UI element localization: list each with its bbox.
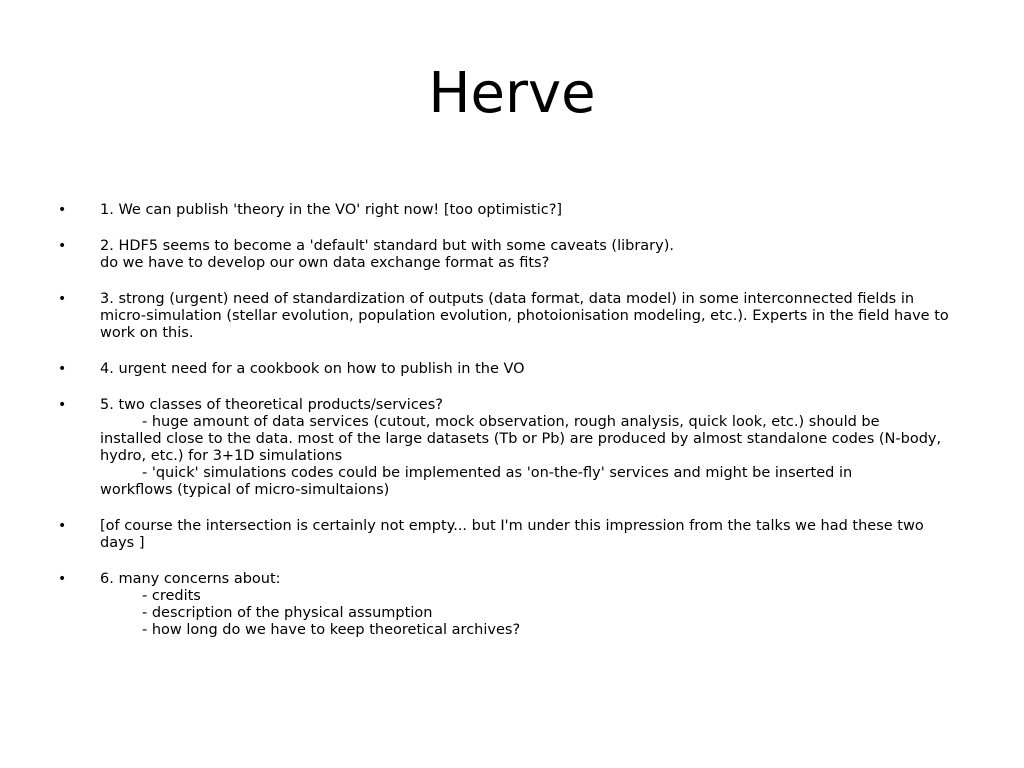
bullet-line: 3. strong (urgent) need of standardization of outputs (data format, data model) in some interconnected fields in micro-simulation (stellar evolution, population evolution, photoionisation modeling, etc.). Experts in the field have to work on this. [100,291,954,341]
slide-title: Herve [428,61,596,126]
bullet-marker: • [58,202,67,218]
bullet-line: - credits [142,588,201,604]
bullet-item [58,571,958,639]
bullet-marker: • [58,291,67,307]
bullet-item [58,361,958,378]
bullet-line: 2. HDF5 seems to become a 'default' standard but with some caveats (library). [100,238,674,254]
bullet-line: do we have to develop our own data exchange format as fits? [100,255,550,271]
bullet-list [58,202,958,658]
bullet-line: installed close to the data. most of the large datasets (Tb or Pb) are produced by almost standalone codes (N-body, hydro, etc.) for 3+1D simulations [100,431,946,464]
bullet-line: workflows (typical of micro-simultaions) [100,482,390,498]
bullet-line: 6. many concerns about: [100,571,281,587]
bullet-item [58,202,958,219]
bullet-marker: • [58,361,67,377]
bullet-line: - how long do we have to keep theoretical archives? [142,622,521,638]
bullet-item [58,397,958,499]
bullet-marker: • [58,238,67,254]
bullet-line: - description of the physical assumption [142,605,433,621]
bullet-line: - huge amount of data services (cutout, mock observation, rough analysis, quick look, etc.) should be [142,414,880,430]
bullet-line: [of course the intersection is certainly not empty... but I'm under this impression from the talks we had these two days ] [100,518,929,551]
bullet-item [58,238,958,272]
bullet-line: - 'quick' simulations codes could be implemented as 'on-the-fly' services and might be inserted in [142,465,853,481]
bullet-marker: • [58,518,67,534]
bullet-item [58,291,958,342]
bullet-line: 1. We can publish 'theory in the VO' right now! [too optimistic?] [100,202,563,218]
bullet-marker: • [58,571,67,587]
bullet-marker: • [58,397,67,413]
bullet-line: 4. urgent need for a cookbook on how to publish in the VO [100,361,525,377]
bullet-item [58,518,958,552]
bullet-line: 5. two classes of theoretical products/services? [100,397,443,413]
